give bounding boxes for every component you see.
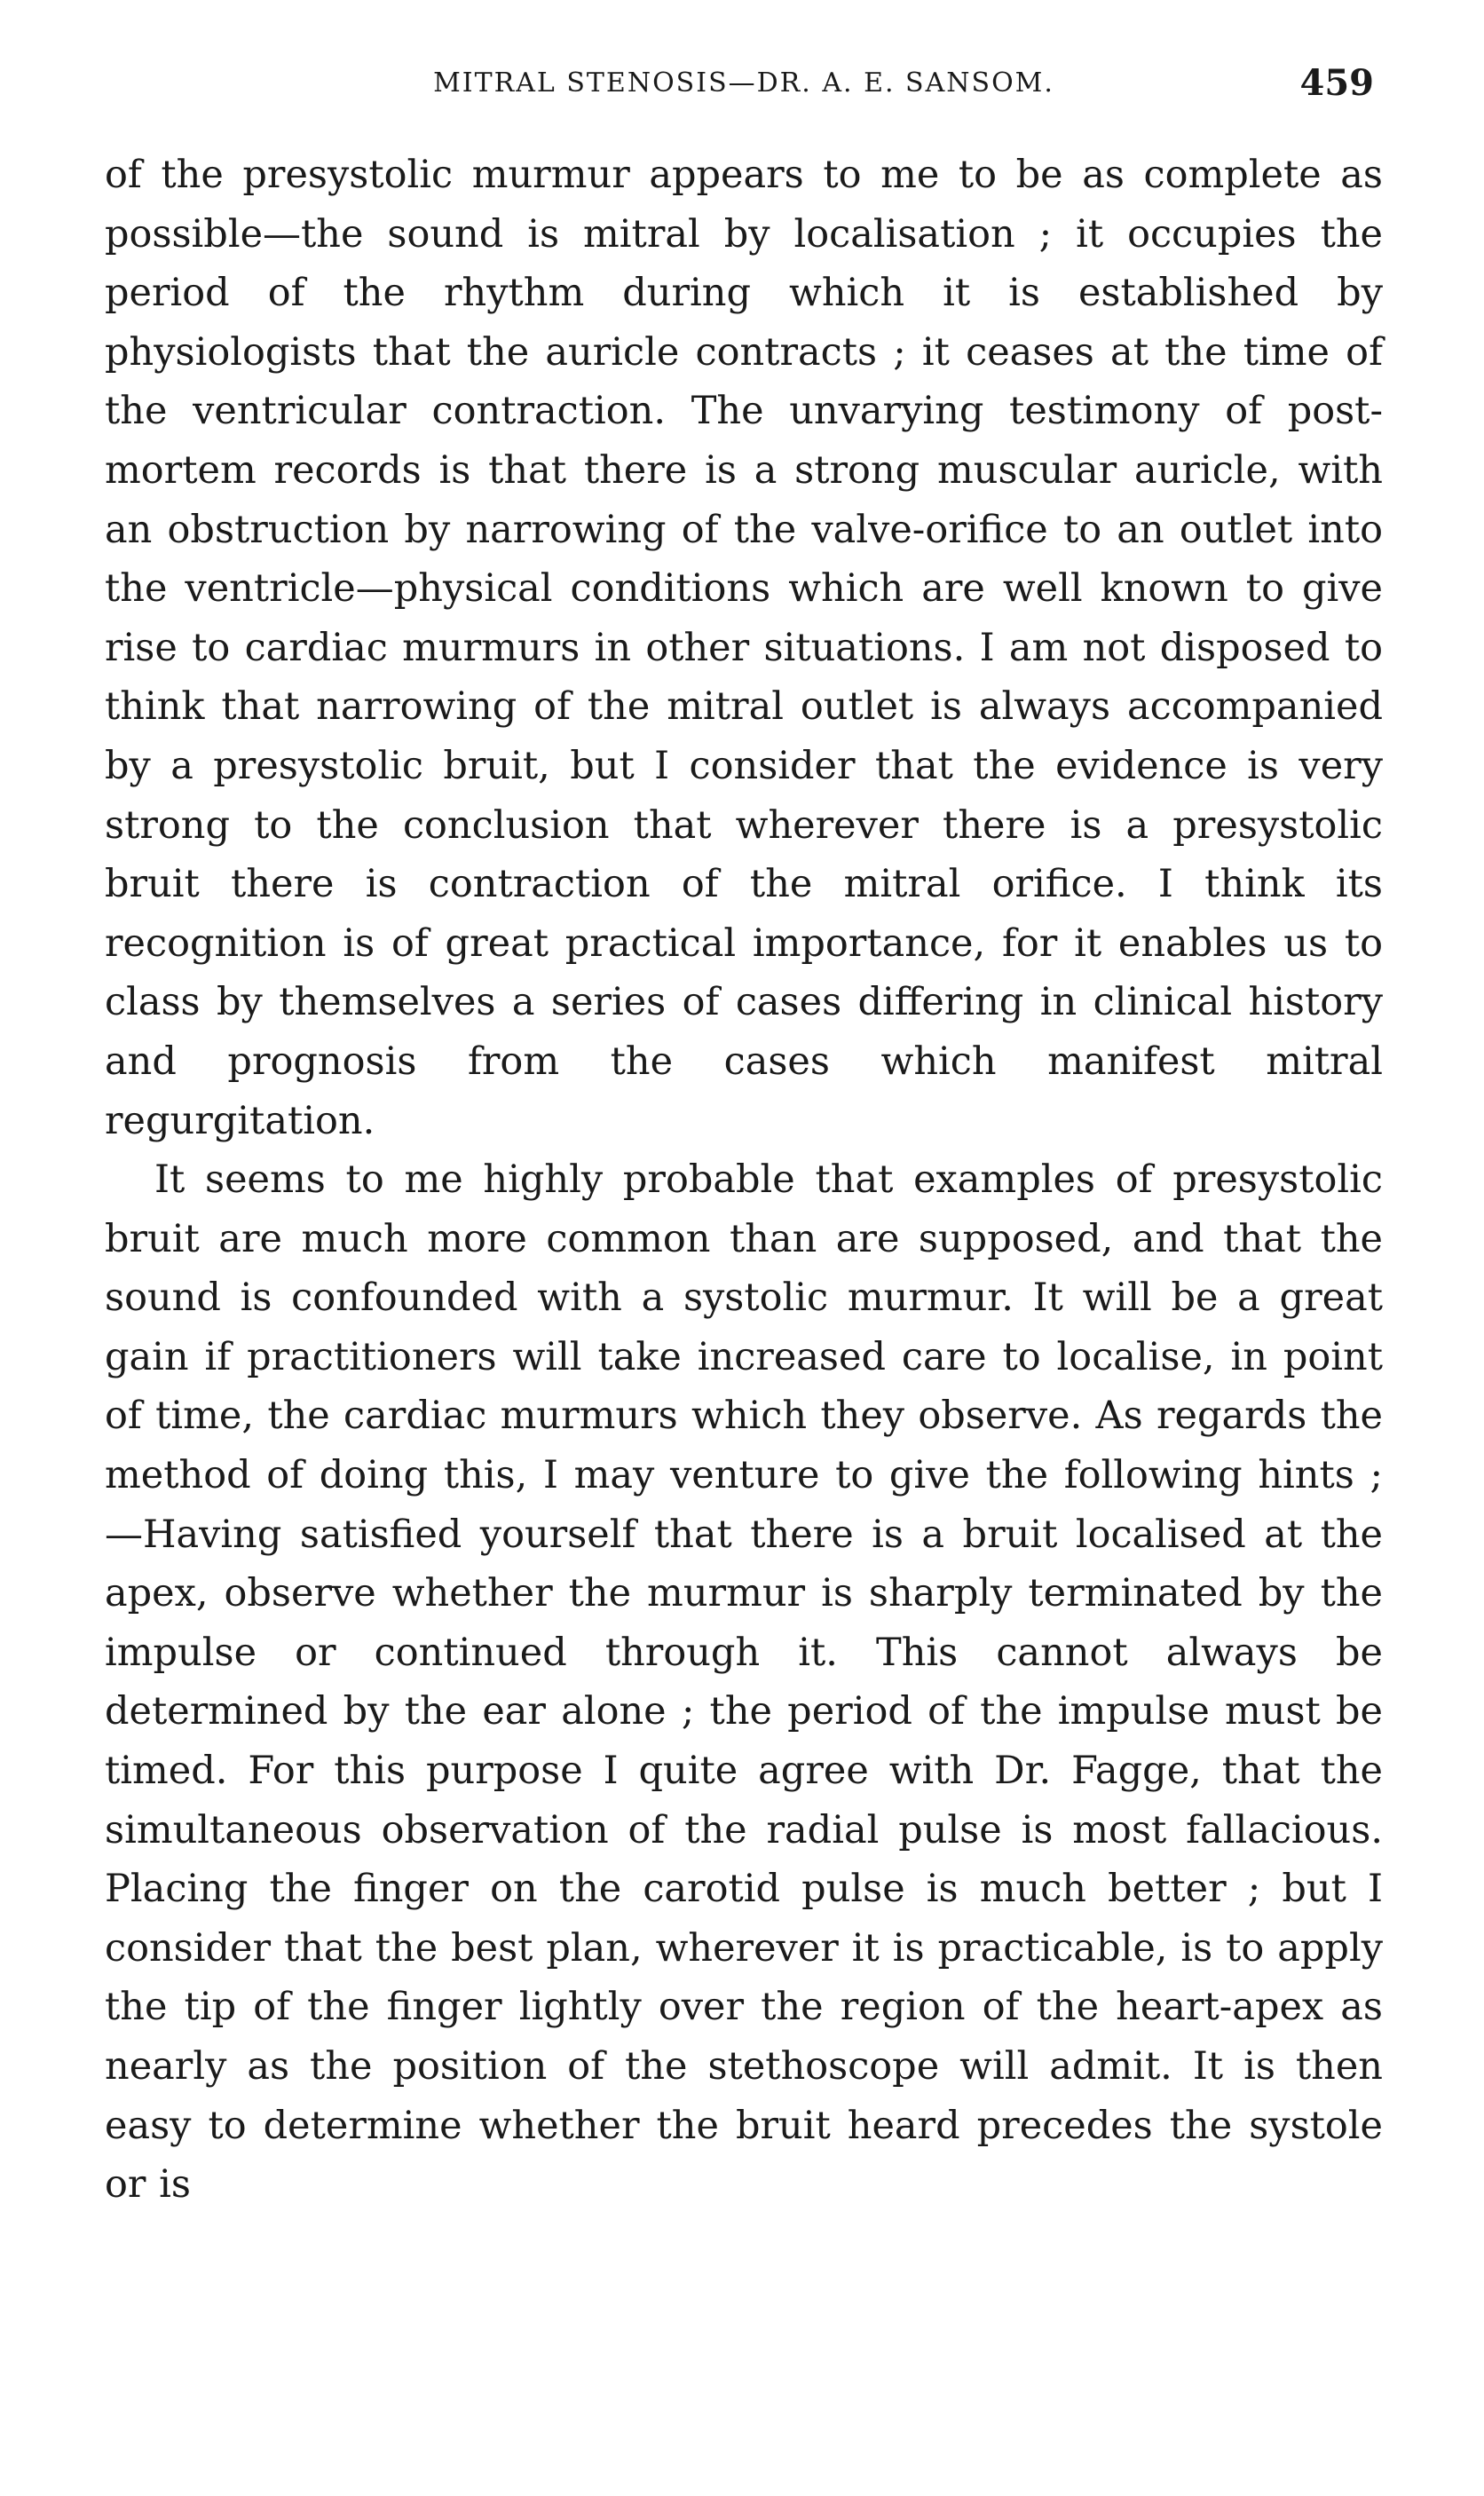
paragraph-continued: of the presystolic murmur appears to me to be as complete as possible—the sound is mitral by localisation ; it occupies the period of the rhythm during which it is established by physiologists that the auricle contracts ; it ceases at the time of the ventricular contraction. The unvarying testimony of post-mortem records is that there is a strong muscular auricle, with an obstruction by narrowing of the valve-orifice to an outlet into the ventricle—physical conditions which are well known to give rise to cardiac murmurs in other situations. I am not disposed to think that narrowing of the mitral outlet is always accompanied by a presystolic bruit, but I consider that the evidence is very strong to the conclusion that wherever there is a presystolic bruit there is contraction of the mitral orifice. I think its recognition is of great practical importance, for it enables us to class by themselves a series of cases differing in clinical history and prognosis from the cases which manifest mitral regurgitation. xyxy=(105,153,1383,1143)
book-page xyxy=(105,55,1383,2215)
running-head xyxy=(105,55,1383,126)
page-number: 459 xyxy=(1299,62,1374,104)
body-text xyxy=(105,146,1383,2215)
running-title: MITRAL STENOSIS—DR. A. E. SANSOM. xyxy=(433,67,1054,99)
paragraph: It seems to me highly probable that examples of presystolic bruit are much more common than are supposed, and that the sound is confounded with a systolic murmur. It will be a great gain if practitioners will take increased care to localise, in point of time, the cardiac murmurs which they observe. As regards the method of doing this, I may venture to give the following hints ;—Having satisfied yourself that there is a bruit localised at the apex, observe whether the murmur is sharply terminated by the impulse or continued through it. This cannot always be determined by the ear alone ; the period of the impulse must be timed. For this purpose I quite agree with Dr. Fagge, that the simultaneous observation of the radial pulse is most fallacious. Placing the finger on the carotid pulse is much better ; but I consider that the best plan, wherever it is practicable, is to apply the tip of the finger lightly over the region of the heart-apex as nearly as the position of the stethoscope will admit. It is then easy to determine whether the bruit heard precedes the systole or is xyxy=(105,1157,1383,2208)
